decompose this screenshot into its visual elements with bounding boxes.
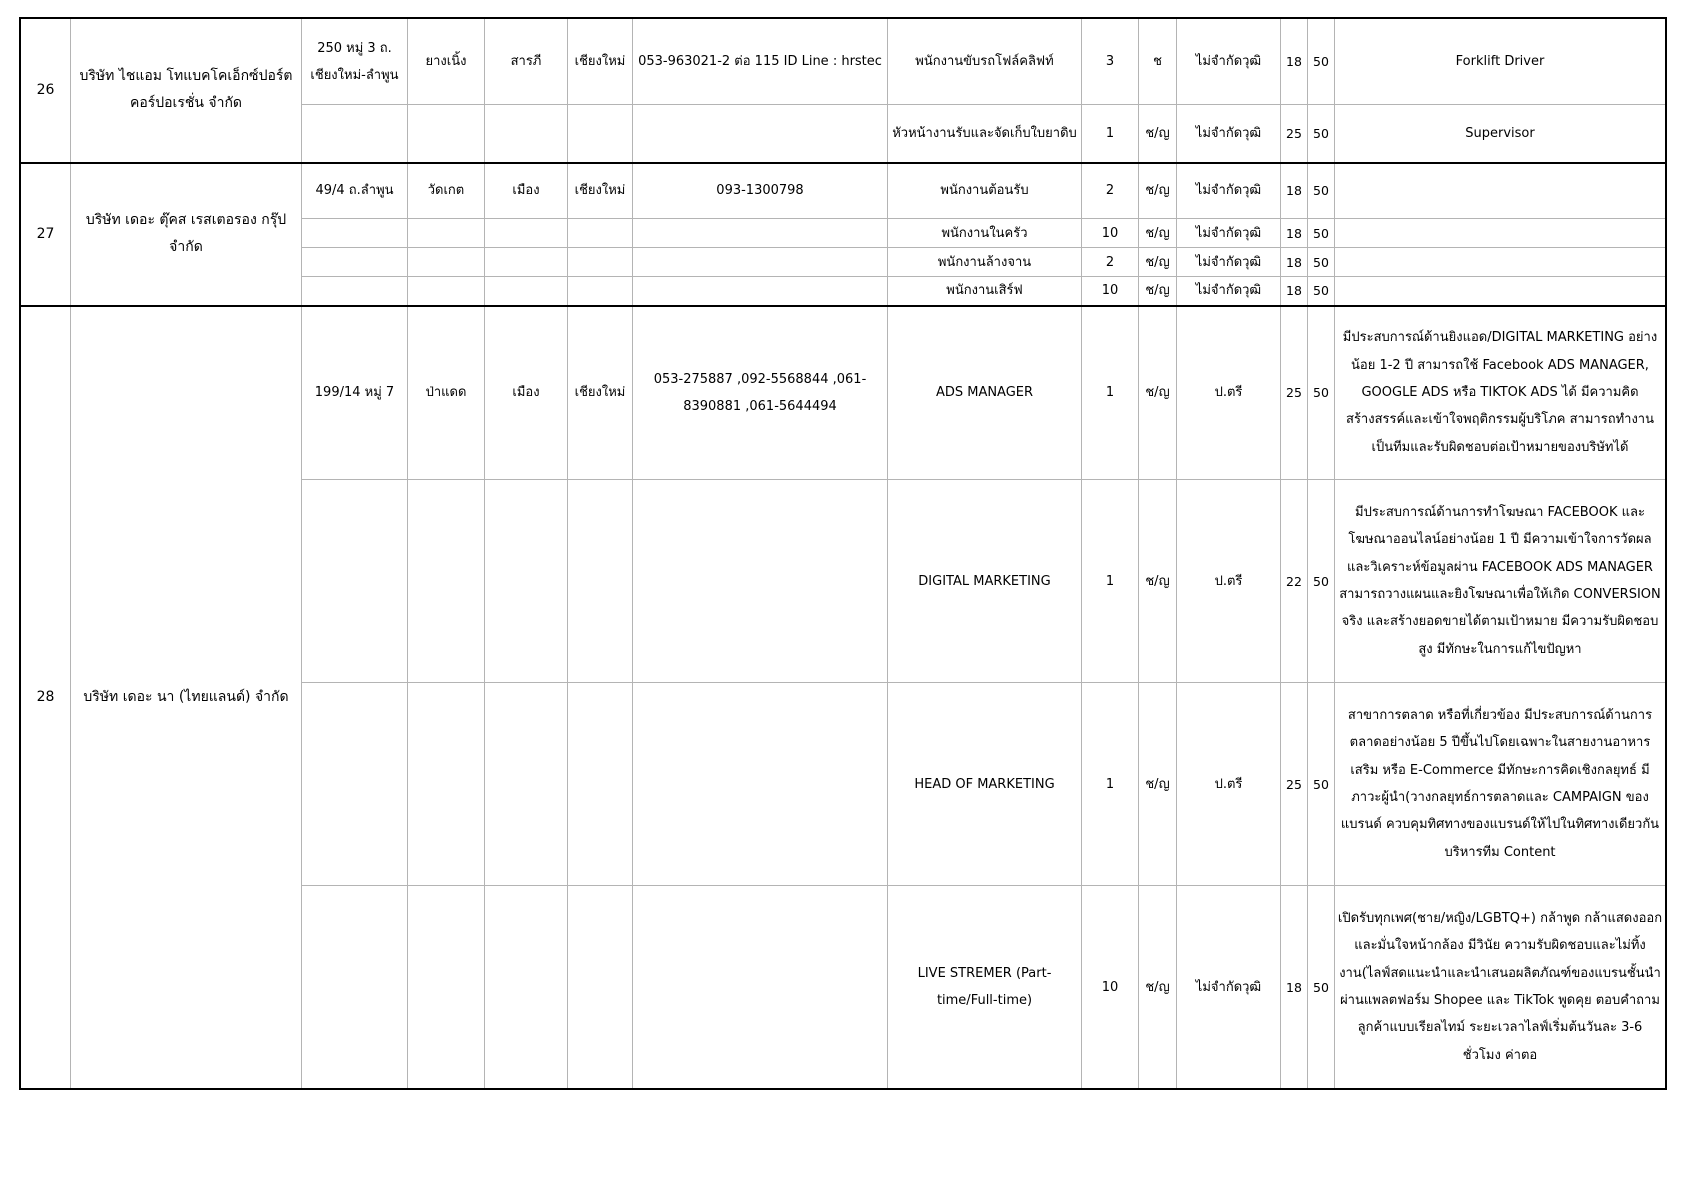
- job-count: 2: [1082, 163, 1139, 219]
- job-description: มีประสบการณ์ด้านยิงแอด/DIGITAL MARKETING อย่างน้อย 1-2 ปี สามารถใช้ Facebook ADS MANAGER, GOOGLE ADS หรือ TIKTOK ADS ได้ มีความคิดสร้างสรรค์และเข้าใจพฤติกรรมผู้บริโภค สามารถทำงานเป็นทีมและรับผิดชอบต่อเป้าหมายของบริษัทได้: [1335, 306, 1666, 480]
- job-max-age: 50: [1308, 683, 1335, 886]
- job-min-age: 18: [1281, 163, 1308, 219]
- district: สารภี: [485, 19, 568, 105]
- subdistrict: วัดเกต: [408, 163, 485, 219]
- job-sex: ช/ญ: [1139, 306, 1177, 480]
- row-number: 26: [21, 19, 71, 163]
- province: [568, 105, 633, 163]
- province: [568, 277, 633, 306]
- address: [302, 219, 408, 248]
- job-position: พนักงานขับรถโฟล์คลิฟท์: [888, 19, 1082, 105]
- province: เชียงใหม่: [568, 306, 633, 480]
- address: [302, 886, 408, 1089]
- job-position: HEAD OF MARKETING: [888, 683, 1082, 886]
- job-max-age: 50: [1308, 306, 1335, 480]
- job-min-age: 18: [1281, 19, 1308, 105]
- job-max-age: 50: [1308, 105, 1335, 163]
- job-sex: ช/ญ: [1139, 277, 1177, 306]
- address: [302, 105, 408, 163]
- district: [485, 277, 568, 306]
- company-name: บริษัท เดอะ นา (ไทยแลนด์) จำกัด: [71, 306, 302, 1089]
- address: 250 หมู่ 3 ถ. เชียงใหม่-ลำพูน: [302, 19, 408, 105]
- job-count: 1: [1082, 480, 1139, 683]
- job-sex: ช/ญ: [1139, 219, 1177, 248]
- district: เมือง: [485, 306, 568, 480]
- job-min-age: 18: [1281, 277, 1308, 306]
- job-min-age: 25: [1281, 306, 1308, 480]
- subdistrict: ยางเนิ้ง: [408, 19, 485, 105]
- job-count: 10: [1082, 886, 1139, 1089]
- job-education: ไม่จำกัดวุฒิ: [1177, 105, 1281, 163]
- job-position: ADS MANAGER: [888, 306, 1082, 480]
- job-position: หัวหน้างานรับและจัดเก็บใบยาดิบ: [888, 105, 1082, 163]
- contact: [633, 248, 888, 277]
- job-position: พนักงานต้อนรับ: [888, 163, 1082, 219]
- job-count: 3: [1082, 19, 1139, 105]
- job-max-age: 50: [1308, 886, 1335, 1089]
- table-row: [21, 19, 1666, 105]
- job-count: 1: [1082, 683, 1139, 886]
- subdistrict: [408, 277, 485, 306]
- job-description: Supervisor: [1335, 105, 1666, 163]
- job-listing-table: [20, 18, 1666, 1089]
- job-sex: ช/ญ: [1139, 248, 1177, 277]
- job-min-age: 22: [1281, 480, 1308, 683]
- subdistrict: ป่าแดด: [408, 306, 485, 480]
- job-min-age: 18: [1281, 219, 1308, 248]
- job-education: ป.ตรี: [1177, 480, 1281, 683]
- address: [302, 277, 408, 306]
- province: [568, 480, 633, 683]
- job-education: ไม่จำกัดวุฒิ: [1177, 19, 1281, 105]
- row-number: 28: [21, 306, 71, 1089]
- job-sex: ช: [1139, 19, 1177, 105]
- subdistrict: [408, 248, 485, 277]
- job-position: พนักงานล้างจาน: [888, 248, 1082, 277]
- job-education: ไม่จำกัดวุฒิ: [1177, 219, 1281, 248]
- job-count: 1: [1082, 105, 1139, 163]
- province: เชียงใหม่: [568, 19, 633, 105]
- contact: [633, 277, 888, 306]
- job-position: พนักงานเสิร์ฟ: [888, 277, 1082, 306]
- job-description: [1335, 219, 1666, 248]
- job-sex: ช/ญ: [1139, 886, 1177, 1089]
- contact: [633, 886, 888, 1089]
- job-max-age: 50: [1308, 248, 1335, 277]
- job-max-age: 50: [1308, 163, 1335, 219]
- job-sex: ช/ญ: [1139, 683, 1177, 886]
- job-min-age: 18: [1281, 886, 1308, 1089]
- job-sex: ช/ญ: [1139, 163, 1177, 219]
- contact: [633, 105, 888, 163]
- contact: [633, 480, 888, 683]
- job-description: มีประสบการณ์ด้านการทำโฆษณา FACEBOOK และโฆษณาออนไลน์อย่างน้อย 1 ปี มีความเข้าใจการวัดผลและวิเคราะห์ข้อมูลผ่าน FACEBOOK ADS MANAGER สามารถวางแผนและยิงโฆษณาเพื่อให้เกิด CONVERSION จริง และสร้างยอดขายได้ตามเป้าหมาย มีความรับผิดชอบสูง มีทักษะในการแก้ไขปัญหา: [1335, 480, 1666, 683]
- subdistrict: [408, 683, 485, 886]
- table-row: [21, 163, 1666, 219]
- job-min-age: 25: [1281, 105, 1308, 163]
- province: [568, 683, 633, 886]
- district: เมือง: [485, 163, 568, 219]
- job-max-age: 50: [1308, 19, 1335, 105]
- job-max-age: 50: [1308, 219, 1335, 248]
- subdistrict: [408, 219, 485, 248]
- contact: 053-275887 ,092-5568844 ,061-8390881 ,061-5644494: [633, 306, 888, 480]
- job-sex: ช/ญ: [1139, 480, 1177, 683]
- subdistrict: [408, 480, 485, 683]
- job-count: 1: [1082, 306, 1139, 480]
- job-description: สาขาการตลาด หรือที่เกี่ยวข้อง มีประสบการณ์ด้านการตลาดอย่างน้อย 5 ปีขึ้นไปโดยเฉพาะในสายงานอาหารเสริม หรือ E-Commerce มีทักษะการคิดเชิงกลยุทธ์ มีภาวะผู้นำ(วางกลยุทธ์การตลาดและ CAMPAIGN ของแบรนด์ ควบคุมทิศทางของแบรนด์ให้ไปในทิศทางเดียวกัน บริหารทีม Content: [1335, 683, 1666, 886]
- address: [302, 683, 408, 886]
- job-count: 10: [1082, 219, 1139, 248]
- job-min-age: 25: [1281, 683, 1308, 886]
- province: [568, 886, 633, 1089]
- job-position: DIGITAL MARKETING: [888, 480, 1082, 683]
- address: 199/14 หมู่ 7: [302, 306, 408, 480]
- job-max-age: 50: [1308, 277, 1335, 306]
- job-education: ป.ตรี: [1177, 683, 1281, 886]
- district: [485, 886, 568, 1089]
- job-position: LIVE STREMER (Part-time/Full-time): [888, 886, 1082, 1089]
- province: เชียงใหม่: [568, 163, 633, 219]
- contact: 093-1300798: [633, 163, 888, 219]
- district: [485, 480, 568, 683]
- contact: [633, 683, 888, 886]
- address: [302, 480, 408, 683]
- district: [485, 105, 568, 163]
- job-description: [1335, 277, 1666, 306]
- subdistrict: [408, 886, 485, 1089]
- contact: [633, 219, 888, 248]
- job-education: ไม่จำกัดวุฒิ: [1177, 277, 1281, 306]
- job-min-age: 18: [1281, 248, 1308, 277]
- job-education: ไม่จำกัดวุฒิ: [1177, 163, 1281, 219]
- job-max-age: 50: [1308, 480, 1335, 683]
- row-number: 27: [21, 163, 71, 306]
- job-education: ป.ตรี: [1177, 306, 1281, 480]
- district: [485, 248, 568, 277]
- contact: 053-963021-2 ต่อ 115 ID Line : hrstec: [633, 19, 888, 105]
- job-count: 2: [1082, 248, 1139, 277]
- province: [568, 248, 633, 277]
- job-position: พนักงานในครัว: [888, 219, 1082, 248]
- job-education: ไม่จำกัดวุฒิ: [1177, 886, 1281, 1089]
- district: [485, 219, 568, 248]
- company-name: บริษัท ไชแอม โทแบคโคเอ็กซ์ปอร์ต คอร์ปอเรชั่น จำกัด: [71, 19, 302, 163]
- job-sex: ช/ญ: [1139, 105, 1177, 163]
- table-row: [21, 306, 1666, 480]
- job-description: [1335, 163, 1666, 219]
- subdistrict: [408, 105, 485, 163]
- job-description: Forklift Driver: [1335, 19, 1666, 105]
- district: [485, 683, 568, 886]
- job-description: เปิดรับทุกเพศ(ชาย/หญิง/LGBTQ+) กล้าพูด กล้าแสดงออกและมั่นใจหน้ากล้อง มีวินัย ความรับผิดชอบและไม่ทิ้งงาน(ไลฟ์สดแนะนำและนำเสนอผลิตภัณฑ์ของแบรนชั้นนำผ่านแพลตฟอร์ม Shopee และ TikTok พูดคุย ตอบคำถามลูกค้าแบบเรียลไทม์ ระยะเวลาไลฟ์เริ่มต้นวันละ 3-6 ชั่วโมง ค่าตอ: [1335, 886, 1666, 1089]
- address: [302, 248, 408, 277]
- address: 49/4 ถ.ลำพูน: [302, 163, 408, 219]
- province: [568, 219, 633, 248]
- job-description: [1335, 248, 1666, 277]
- job-count: 10: [1082, 277, 1139, 306]
- job-education: ไม่จำกัดวุฒิ: [1177, 248, 1281, 277]
- company-name: บริษัท เดอะ ตุ๊คส เรสเตอรอง กรุ๊ป จำกัด: [71, 163, 302, 306]
